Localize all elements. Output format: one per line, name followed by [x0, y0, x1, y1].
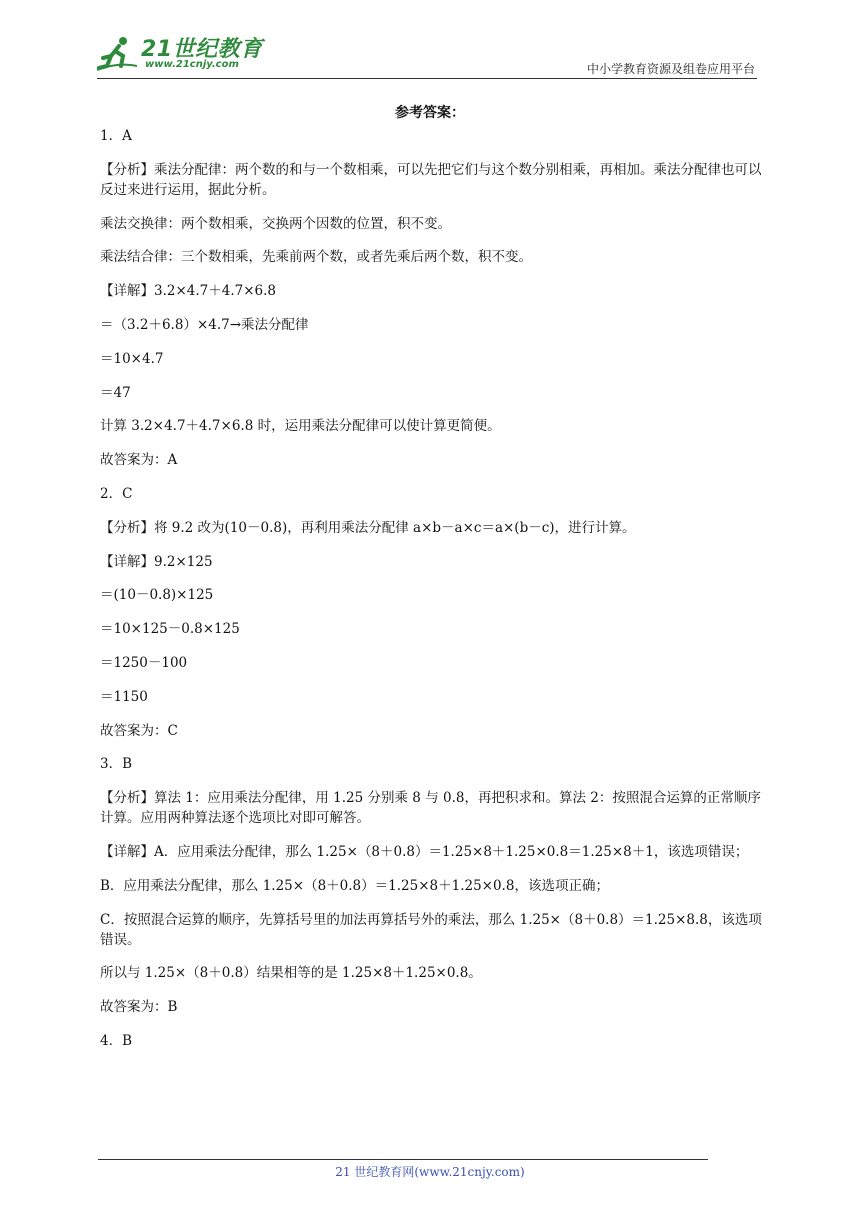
answer-line: 2．C [100, 485, 133, 502]
footer-divider [98, 1159, 708, 1160]
answer-line: 【详解】3.2×4.7＋4.7×6.8 [100, 283, 277, 300]
logo-text: 21世纪教育 [141, 37, 263, 62]
page-footer: 21 世纪教育网(www.21cnjy.com) [335, 1165, 525, 1179]
answer-line: ＝1150 [100, 688, 148, 705]
answer-line: 3．B [100, 756, 133, 773]
page-header [97, 28, 757, 79]
logo-url: www.21cnjy.com [145, 59, 239, 70]
answer-line: 【分析】将 9.2 改为(10－0.8)，再利用乘法分配律 a×b－a×c＝a×(b－c)，进行计算。 [100, 519, 636, 536]
page-title: 参考答案： [395, 105, 465, 121]
answer-line: 4．B [100, 1032, 133, 1049]
answer-line: 故答案为：C [100, 722, 178, 739]
answer-line: 1．A [100, 128, 132, 144]
answer-line: 故答案为：A [100, 452, 178, 469]
answer-line: ＝(10－0.8)×125 [100, 587, 214, 604]
answer-line: 【分析】乘法分配律：两个数的和与一个数相乘，可以先把它们与这个数分别相乘，再相加。乘法分配律也可以反过来进行运用，据此分析。 [100, 161, 762, 198]
answer-line: 【详解】9.2×125 [100, 553, 213, 570]
answer-content [100, 126, 762, 1065]
answer-line: ＝47 [100, 384, 131, 401]
answer-line: 乘法交换律：两个数相乘，交换两个因数的位置，积不变。 [100, 215, 451, 232]
answer-line: ＝（3.2＋6.8）×4.7→乘法分配律 [100, 316, 309, 333]
logo [97, 30, 267, 76]
answer-line: ＝1250－100 [100, 654, 188, 671]
answer-line: 【分析】算法 1：应用乘法分配律，用 1.25 分别乘 8 与 0.8，再把积求和。算法 2：按照混合运算的正常顺序计算。应用两种算法逐个选项比对即可解答。 [100, 790, 761, 827]
runner-logo-icon [97, 36, 137, 72]
answer-line: C．按照混合运算的顺序，先算括号里的加法再算括号外的乘法，那么 1.25×（8＋0.8）＝1.25×8.8，该选项错误。 [100, 911, 762, 948]
answer-line: ＝10×4.7 [100, 350, 164, 367]
answer-line: 计算 3.2×4.7＋4.7×6.8 时，运用乘法分配律可以使计算更简便。 [100, 418, 501, 435]
answer-line: B．应用乘法分配律，那么 1.25×（8＋0.8）＝1.25×8＋1.25×0.8，该选项正确； [100, 877, 609, 894]
answer-line: 所以与 1.25×（8＋0.8）结果相等的是 1.25×8＋1.25×0.8。 [100, 965, 482, 982]
answer-line: 乘法结合律：三个数相乘，先乘前两个数，或者先乘后两个数，积不变。 [100, 249, 532, 266]
answer-line: ＝10×125－0.8×125 [100, 621, 240, 638]
answer-line: 【详解】A．应用乘法分配律，那么 1.25×（8＋0.8）＝1.25×8＋1.25×0.8＝1.25×8＋1，该选项错误； [100, 843, 749, 860]
platform-name: 中小学教育资源及组卷应用平台 [586, 62, 755, 76]
answer-line: 故答案为：B [100, 999, 178, 1016]
